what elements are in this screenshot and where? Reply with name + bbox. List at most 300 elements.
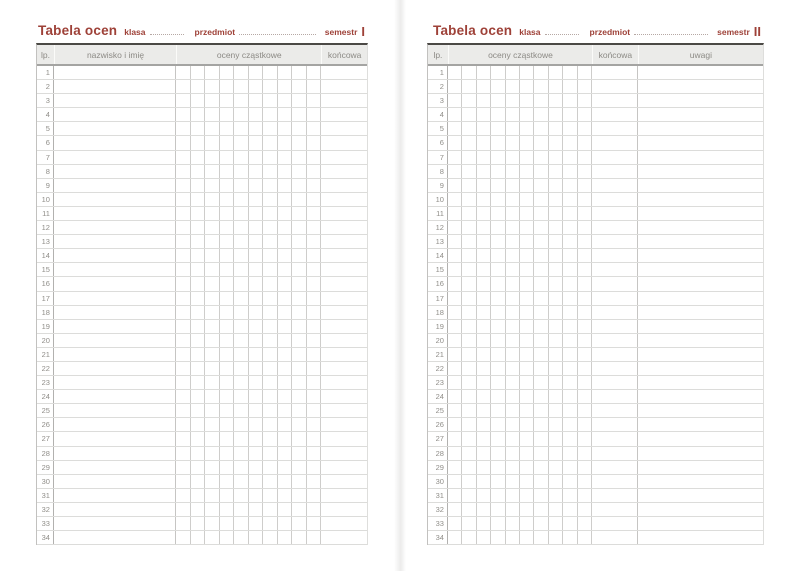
final-grade-cell: [321, 151, 367, 164]
grade-cell: [205, 503, 220, 516]
grade-cell: [234, 292, 249, 305]
grade-cell: [191, 235, 206, 248]
grade-cell: [205, 263, 220, 276]
semester-label: semestr: [324, 27, 358, 37]
grade-cell: [578, 503, 592, 516]
column-header-final-grade: końcowa: [321, 45, 367, 64]
semester-number: II: [753, 24, 761, 39]
final-grade-cell: [321, 489, 367, 502]
grade-cell: [249, 122, 264, 135]
grade-cell: [249, 277, 264, 290]
grade-cell: [534, 348, 548, 361]
grade-cell: [292, 66, 307, 79]
remarks-cell: [638, 320, 763, 333]
grade-cell: [307, 390, 322, 403]
remarks-cell: [638, 517, 763, 530]
grade-cell: [263, 292, 278, 305]
grade-cell: [278, 503, 293, 516]
grade-cell: [220, 306, 235, 319]
grade-cell: [191, 122, 206, 135]
grade-cell: [578, 390, 592, 403]
grade-cell: [220, 404, 235, 417]
final-grade-cell: [592, 362, 638, 375]
grade-cell: [563, 136, 577, 149]
grade-cell: [534, 263, 548, 276]
table-row: [428, 235, 763, 249]
grade-cell: [506, 489, 520, 502]
grade-cell: [220, 221, 235, 234]
grade-cell: [292, 249, 307, 262]
table-row: [428, 207, 763, 221]
grade-cell: [477, 390, 491, 403]
grade-cell: [191, 334, 206, 347]
remarks-cell: [638, 306, 763, 319]
grade-cell: [220, 207, 235, 220]
grade-cell: [234, 531, 249, 544]
grade-cell: [292, 348, 307, 361]
grade-cell: [249, 207, 264, 220]
grade-cell: [448, 418, 462, 431]
student-name-cell: [54, 263, 176, 276]
table-row: [428, 249, 763, 263]
grade-cell: [506, 320, 520, 333]
grade-cell: [506, 165, 520, 178]
grade-cell: [176, 390, 191, 403]
grade-cell: [477, 306, 491, 319]
grade-cell: [176, 263, 191, 276]
final-grade-cell: [321, 94, 367, 107]
final-grade-cell: [592, 249, 638, 262]
grade-cell: [263, 193, 278, 206]
remarks-cell: [638, 80, 763, 93]
final-grade-cell: [321, 263, 367, 276]
column-header-name: nazwisko i imię: [54, 45, 176, 64]
final-grade-cell: [321, 66, 367, 79]
grade-cell: [205, 376, 220, 389]
row-number-cell: 24: [37, 390, 54, 403]
grade-cell: [549, 503, 563, 516]
final-grade-cell: [592, 461, 638, 474]
grade-cell: [534, 151, 548, 164]
grade-cell: [549, 475, 563, 488]
grade-cell: [292, 80, 307, 93]
grade-cell: [176, 122, 191, 135]
student-name-cell: [54, 66, 176, 79]
remarks-cell: [638, 235, 763, 248]
grade-cell: [205, 531, 220, 544]
semester-number: I: [361, 24, 365, 39]
grade-cell: [176, 306, 191, 319]
grade-cell: [448, 165, 462, 178]
grade-cell: [234, 390, 249, 403]
grade-cell: [462, 207, 476, 220]
grade-cell: [307, 249, 322, 262]
grade-cell: [249, 151, 264, 164]
grade-cell: [220, 461, 235, 474]
grade-cell: [205, 292, 220, 305]
grade-cell: [292, 475, 307, 488]
grade-cell: [234, 249, 249, 262]
row-number-cell: 20: [428, 334, 448, 347]
grade-cell: [263, 432, 278, 445]
grade-cell: [292, 179, 307, 192]
grade-cell: [491, 531, 505, 544]
grade-cell: [220, 136, 235, 149]
table-row: [428, 461, 763, 475]
grade-cell: [249, 320, 264, 333]
grade-cell: [549, 376, 563, 389]
grade-cell: [191, 80, 206, 93]
grade-cell: [549, 404, 563, 417]
grade-cell: [220, 165, 235, 178]
grade-cell: [578, 376, 592, 389]
grade-cell: [176, 94, 191, 107]
grade-cell: [191, 277, 206, 290]
grade-cell: [462, 320, 476, 333]
grade-cell: [506, 390, 520, 403]
grade-cell: [448, 348, 462, 361]
subject-label: przedmiot: [194, 27, 236, 37]
table-row: [428, 193, 763, 207]
grade-cell: [506, 207, 520, 220]
grade-cell: [520, 263, 534, 276]
table-row: [428, 390, 763, 404]
grade-cell: [520, 207, 534, 220]
grade-cell: [563, 503, 577, 516]
grade-cell: [534, 320, 548, 333]
grade-cell: [549, 362, 563, 375]
grade-cell: [191, 165, 206, 178]
grade-cell: [549, 263, 563, 276]
table-row: [37, 503, 367, 517]
grade-cell: [491, 390, 505, 403]
grade-cell: [549, 390, 563, 403]
grade-cell: [307, 432, 322, 445]
final-grade-cell: [321, 292, 367, 305]
grade-cell: [278, 136, 293, 149]
grade-cell: [278, 531, 293, 544]
grade-cell: [563, 151, 577, 164]
remarks-cell: [638, 207, 763, 220]
final-grade-cell: [592, 376, 638, 389]
grade-cell: [234, 447, 249, 460]
column-header-remarks: uwagi: [638, 45, 763, 64]
grade-cell: [448, 136, 462, 149]
row-number-cell: 18: [37, 306, 54, 319]
grade-cell: [307, 136, 322, 149]
grade-cell: [462, 461, 476, 474]
row-number-cell: 32: [37, 503, 54, 516]
grade-cell: [249, 292, 264, 305]
grade-cell: [506, 531, 520, 544]
grade-cell: [220, 235, 235, 248]
grade-cell: [520, 432, 534, 445]
grade-cell: [520, 221, 534, 234]
grade-cell: [563, 179, 577, 192]
grade-cell: [448, 207, 462, 220]
grade-cell: [205, 66, 220, 79]
grade-cell: [176, 151, 191, 164]
student-name-cell: [54, 94, 176, 107]
grade-cell: [234, 334, 249, 347]
final-grade-cell: [592, 207, 638, 220]
row-number-cell: 34: [428, 531, 448, 544]
remarks-cell: [638, 447, 763, 460]
grade-cell: [462, 334, 476, 347]
final-grade-cell: [592, 475, 638, 488]
remarks-cell: [638, 531, 763, 544]
student-name-cell: [54, 108, 176, 121]
subject-fill-in-line: [239, 32, 316, 35]
grade-cell: [307, 362, 322, 375]
grade-cell: [220, 122, 235, 135]
grade-cell: [448, 475, 462, 488]
row-number-cell: 21: [37, 348, 54, 361]
grade-cell: [578, 320, 592, 333]
grade-cell: [549, 531, 563, 544]
grade-cell: [292, 461, 307, 474]
grade-cell: [448, 362, 462, 375]
grade-cell: [448, 94, 462, 107]
grade-cell: [263, 404, 278, 417]
grade-cell: [491, 235, 505, 248]
grade-cell: [563, 418, 577, 431]
grade-cell: [520, 531, 534, 544]
grade-cell: [191, 108, 206, 121]
table-body: [428, 66, 763, 545]
student-name-cell: [54, 136, 176, 149]
grade-cell: [520, 108, 534, 121]
grade-cell: [307, 320, 322, 333]
final-grade-cell: [321, 277, 367, 290]
grade-cell: [205, 80, 220, 93]
grade-cell: [234, 235, 249, 248]
grade-cell: [249, 306, 264, 319]
grade-cell: [491, 108, 505, 121]
row-number-cell: 14: [428, 249, 448, 262]
table-row: [428, 348, 763, 362]
grade-cell: [234, 432, 249, 445]
final-grade-cell: [592, 263, 638, 276]
grade-cell: [191, 418, 206, 431]
grade-cell: [563, 292, 577, 305]
grade-cell: [549, 193, 563, 206]
grade-cell: [448, 489, 462, 502]
grade-cell: [563, 390, 577, 403]
grade-cell: [234, 108, 249, 121]
grade-cell: [292, 320, 307, 333]
grade-cell: [549, 80, 563, 93]
grade-cell: [563, 362, 577, 375]
grade-cell: [278, 207, 293, 220]
grade-cell: [278, 306, 293, 319]
grade-cell: [491, 80, 505, 93]
remarks-cell: [638, 221, 763, 234]
grade-cell: [506, 292, 520, 305]
grade-cell: [534, 362, 548, 375]
table-row: [428, 108, 763, 122]
grade-cell: [477, 151, 491, 164]
grade-cell: [263, 489, 278, 502]
grade-cell: [506, 122, 520, 135]
grade-cell: [477, 531, 491, 544]
grade-cell: [477, 165, 491, 178]
grade-cell: [205, 221, 220, 234]
grade-cell: [448, 249, 462, 262]
grade-cell: [491, 94, 505, 107]
student-name-cell: [54, 348, 176, 361]
table-row: [37, 390, 367, 404]
grade-cell: [191, 249, 206, 262]
table-row: [37, 306, 367, 320]
grade-cell: [205, 404, 220, 417]
grade-cell: [578, 447, 592, 460]
grade-cell: [278, 362, 293, 375]
final-grade-cell: [321, 235, 367, 248]
grade-cell: [563, 207, 577, 220]
grade-cell: [191, 292, 206, 305]
grade-cell: [534, 108, 548, 121]
table-row: [37, 66, 367, 80]
grade-cell: [220, 376, 235, 389]
grade-cell: [263, 263, 278, 276]
grade-cell: [477, 193, 491, 206]
grade-cell: [448, 376, 462, 389]
grade-cell: [234, 517, 249, 530]
grade-cell: [491, 447, 505, 460]
grade-cell: [578, 151, 592, 164]
semester-label: semestr: [717, 27, 750, 37]
grade-cell: [506, 94, 520, 107]
grade-cell: [549, 136, 563, 149]
table-row: [37, 531, 367, 545]
grade-cell: [220, 66, 235, 79]
grade-cell: [462, 475, 476, 488]
table-row: [37, 461, 367, 475]
grade-cell: [549, 165, 563, 178]
grade-cell: [578, 179, 592, 192]
grade-cell: [477, 263, 491, 276]
student-name-cell: [54, 418, 176, 431]
grade-cell: [220, 503, 235, 516]
grade-cell: [234, 165, 249, 178]
grade-cell: [220, 263, 235, 276]
grade-cell: [563, 108, 577, 121]
grade-cell: [506, 306, 520, 319]
remarks-cell: [638, 66, 763, 79]
grade-cell: [534, 390, 548, 403]
grade-cell: [462, 376, 476, 389]
grade-cell: [534, 517, 548, 530]
grade-cell: [506, 418, 520, 431]
class-fill-in-line: [150, 32, 184, 35]
grade-cell: [563, 376, 577, 389]
grade-cell: [176, 362, 191, 375]
student-name-cell: [54, 165, 176, 178]
grade-cell: [448, 306, 462, 319]
row-number-cell: 25: [428, 404, 448, 417]
grade-cell: [549, 235, 563, 248]
grade-cell: [176, 334, 191, 347]
grade-cell: [263, 66, 278, 79]
row-number-cell: 20: [37, 334, 54, 347]
grade-cell: [520, 151, 534, 164]
grade-cell: [477, 348, 491, 361]
table-row: [37, 122, 367, 136]
grade-cell: [563, 461, 577, 474]
row-number-cell: 33: [37, 517, 54, 530]
grades-table-semester-1: [36, 43, 368, 545]
grade-cell: [549, 334, 563, 347]
grade-cell: [491, 475, 505, 488]
grade-cell: [191, 263, 206, 276]
table-row: [428, 475, 763, 489]
grade-cell: [578, 193, 592, 206]
final-grade-cell: [592, 179, 638, 192]
grade-cell: [205, 165, 220, 178]
grade-cell: [249, 517, 264, 530]
grade-cell: [220, 320, 235, 333]
grade-cell: [176, 503, 191, 516]
remarks-cell: [638, 362, 763, 375]
grade-cell: [563, 517, 577, 530]
grade-cell: [292, 306, 307, 319]
grade-cell: [292, 517, 307, 530]
remarks-cell: [638, 277, 763, 290]
student-name-cell: [54, 531, 176, 544]
grade-cell: [307, 489, 322, 502]
row-number-cell: 34: [37, 531, 54, 544]
grade-cell: [578, 489, 592, 502]
grade-cell: [278, 432, 293, 445]
remarks-cell: [638, 404, 763, 417]
student-name-cell: [54, 122, 176, 135]
grade-cell: [307, 193, 322, 206]
grade-cell: [520, 277, 534, 290]
row-number-cell: 31: [428, 489, 448, 502]
final-grade-cell: [321, 447, 367, 460]
grade-cell: [549, 151, 563, 164]
grade-cell: [205, 320, 220, 333]
grade-cell: [234, 277, 249, 290]
grade-cell: [491, 334, 505, 347]
grade-cell: [278, 320, 293, 333]
grade-cell: [578, 207, 592, 220]
remarks-cell: [638, 179, 763, 192]
grade-cell: [491, 461, 505, 474]
grade-cell: [549, 122, 563, 135]
final-grade-cell: [321, 136, 367, 149]
student-name-cell: [54, 447, 176, 460]
student-name-cell: [54, 306, 176, 319]
grade-cell: [477, 66, 491, 79]
grade-cell: [578, 461, 592, 474]
grade-cell: [534, 432, 548, 445]
student-name-cell: [54, 292, 176, 305]
grade-cell: [205, 108, 220, 121]
grade-cell: [176, 475, 191, 488]
grade-cell: [249, 235, 264, 248]
row-number-cell: 27: [37, 432, 54, 445]
grade-cell: [234, 348, 249, 361]
grade-cell: [220, 151, 235, 164]
final-grade-cell: [321, 531, 367, 544]
grade-cell: [534, 221, 548, 234]
row-number-cell: 19: [37, 320, 54, 333]
grade-cell: [278, 517, 293, 530]
table-row: [428, 531, 763, 545]
grade-cell: [220, 489, 235, 502]
